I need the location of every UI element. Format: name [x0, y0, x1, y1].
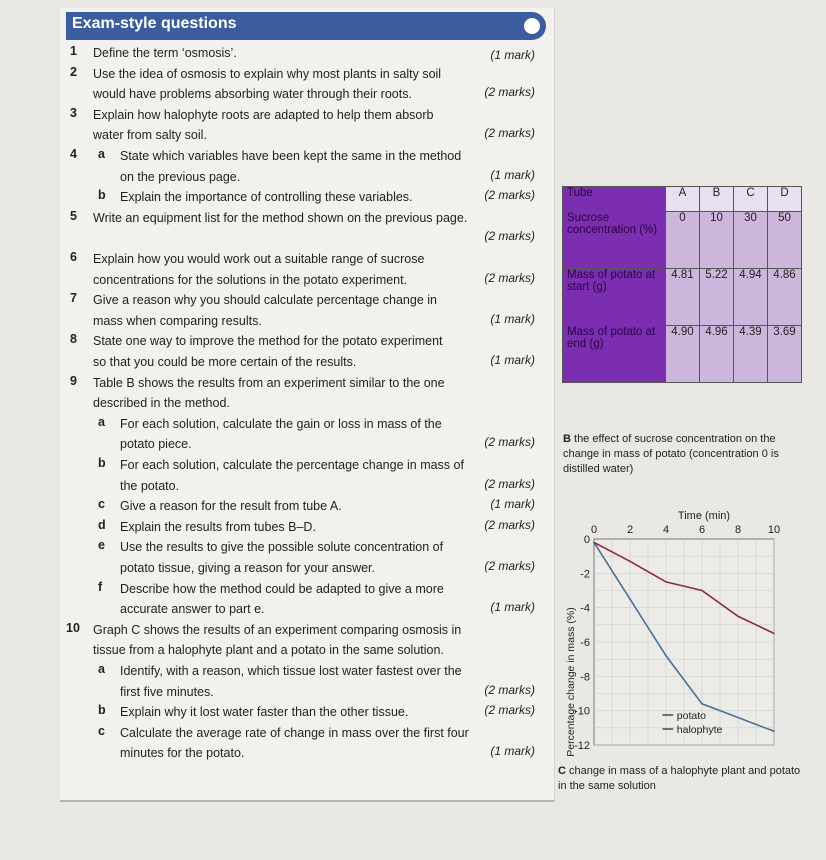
marks-label: (2 marks): [484, 559, 535, 573]
question-text: Use the idea of osmosis to explain why most plants in salty soil: [93, 66, 442, 81]
marks-label: (1 mark): [490, 311, 535, 326]
sub-question-letter: c: [98, 723, 105, 738]
table-cell: 10: [700, 212, 734, 269]
question-text: Give a reason for the result from tube A.: [120, 499, 342, 514]
table-cell: 4.81: [666, 269, 700, 326]
question-number: 4: [70, 147, 77, 161]
marks-label: (2 marks): [484, 517, 535, 532]
table-header-d: D: [768, 187, 802, 212]
marks-label: (2 marks): [484, 85, 535, 100]
table-cell: 50: [768, 212, 802, 269]
data-point: [593, 542, 595, 544]
marks-label: (2 marks): [484, 126, 535, 141]
sub-question-letter: a: [98, 147, 105, 161]
question-text: Calculate the average rate of change in mass over the first four: [120, 725, 469, 740]
question-text: on the previous page.: [120, 169, 241, 184]
table-cell: 30: [734, 212, 768, 269]
question-text: accurate answer to part e.: [120, 602, 265, 617]
question-text: tissue from a halophyte plant and a potato in the same solution.: [93, 643, 444, 658]
question-text: For each solution, calculate the gain or loss in mass of the: [120, 416, 442, 431]
y-tick-label: -12: [574, 740, 590, 752]
question-text: mass when comparing results.: [93, 313, 262, 328]
y-tick-label: -8: [580, 671, 590, 684]
question-number: 1: [70, 44, 77, 58]
marks-label: (1 mark): [490, 744, 535, 759]
question-number: 6: [70, 250, 77, 264]
marks-label: (1 mark): [490, 497, 535, 512]
question-text: Describe how the method could be adapted to give a more: [120, 581, 444, 596]
question-number: 10: [66, 620, 80, 635]
row-label-mass-end: Mass of potato at end (g): [563, 326, 666, 383]
row-label-mass-start: Mass of potato at start (g): [563, 269, 666, 326]
marks-label: (2 marks): [484, 229, 535, 244]
question-number: 9: [70, 373, 77, 388]
data-point: [629, 598, 631, 600]
question-text: Graph C shows the results of an experiment comparing osmosis in: [93, 622, 462, 637]
question-text: Explain how halophyte roots are adapted to help them absorb: [93, 107, 434, 122]
question-number: 8: [70, 332, 77, 347]
graph-caption-letter: C: [558, 765, 566, 777]
question-text: first five minutes.: [120, 684, 214, 699]
table-caption: [563, 432, 803, 477]
question-number: 3: [70, 105, 77, 120]
table-cell: 4.39: [734, 326, 768, 383]
question-text: potato tissue, giving a reason for your answer.: [120, 561, 376, 575]
data-point: [701, 590, 703, 592]
section-title: Exam-style questions: [72, 15, 237, 32]
legend-label: potato: [676, 710, 707, 722]
table-header-b: B: [700, 187, 734, 212]
question-number: 2: [70, 64, 77, 79]
graph-caption: [558, 764, 808, 794]
question-text: Identify, with a reason, which tissue lost water fastest over the: [120, 664, 462, 678]
sub-question-letter: b: [98, 188, 106, 203]
sub-question-letter: d: [98, 517, 106, 532]
x-axis-label: Time (min): [677, 510, 731, 522]
data-point: [629, 561, 631, 563]
question-text: State which variables have been kept the same in the method: [120, 149, 462, 163]
question-text: Define the term ‘osmosis’.: [93, 46, 237, 60]
question-text: Explain why it lost water faster than the other tissue.: [120, 705, 409, 720]
marks-label: (1 mark): [490, 48, 535, 62]
marks-label: (1 mark): [490, 353, 535, 367]
question-text: potato piece.: [120, 437, 192, 452]
table-cell: 3.69: [768, 326, 802, 383]
table-cell: 0: [666, 212, 700, 269]
marks-label: (1 mark): [490, 600, 535, 615]
data-point: [773, 633, 775, 635]
sub-question-letter: a: [98, 662, 105, 676]
table-caption-letter: B: [563, 433, 571, 445]
marks-label: (2 marks): [484, 476, 535, 491]
marks-label: (1 mark): [490, 167, 535, 182]
question-text: Explain the results from tubes B–D.: [120, 519, 316, 534]
y-tick-label: -10: [574, 705, 590, 718]
question-text: Use the results to give the possible solute concentration of: [120, 540, 444, 555]
data-point: [719, 710, 721, 712]
data-point: [665, 581, 667, 583]
question-text: described in the method.: [93, 396, 230, 411]
marks-label: (2 marks): [484, 188, 535, 203]
question-text: Write an equipment list for the method shown on the previous page.: [93, 210, 468, 225]
table-cell: 4.94: [734, 269, 768, 326]
question-text: Explain how you would work out a suitable range of sucrose: [93, 252, 425, 266]
data-point: [665, 655, 667, 657]
question-text: Give a reason why you should calculate percentage change in: [93, 293, 437, 308]
sub-question-letter: b: [98, 703, 106, 718]
table-cell: 4.90: [666, 326, 700, 383]
sub-question-letter: f: [98, 579, 103, 594]
marks-label: (2 marks): [484, 703, 535, 718]
question-text: Table B shows the results from an experiment similar to the one: [93, 375, 445, 390]
data-point: [701, 703, 703, 705]
section-header: [66, 12, 546, 40]
row-label-concentration: Sucrose concentration (%): [563, 212, 666, 269]
question-text: Explain the importance of controlling these variables.: [120, 190, 413, 205]
x-tick-label: 10: [767, 524, 781, 536]
y-tick-label: 0: [583, 534, 590, 546]
sub-question-letter: c: [98, 497, 105, 512]
sub-question-letter: a: [98, 414, 105, 429]
table-cell: 4.96: [700, 326, 734, 383]
results-table-b: [562, 186, 802, 383]
question-text: concentrations for the solutions in the potato experiment.: [93, 272, 408, 287]
question-text: so that you could be more certain of the results.: [93, 355, 357, 369]
question-text: would have problems absorbing water through their roots.: [93, 87, 412, 102]
y-tick-label: -4: [580, 602, 590, 615]
x-tick-label: 2: [626, 524, 634, 536]
question-number: 7: [70, 291, 77, 306]
x-tick-label: 8: [734, 524, 742, 536]
table-cell: 5.22: [700, 269, 734, 326]
table-header-tube: Tube: [563, 187, 666, 212]
x-tick-label: 0: [590, 524, 598, 536]
table-header-c: C: [734, 187, 768, 212]
marks-label: (2 marks): [484, 682, 535, 697]
question-text: For each solution, calculate the percentage change in mass of: [120, 458, 464, 472]
question-text: the potato.: [120, 478, 180, 493]
x-tick-label: 4: [662, 524, 670, 536]
graph-c: [550, 505, 810, 763]
y-tick-label: -6: [580, 637, 590, 649]
question-text: minutes for the potato.: [120, 746, 245, 761]
table-caption-text: the effect of sucrose concentration on the change in mass of potato (concentration 0 is distilled water): [563, 433, 779, 475]
question-text: water from salty soil.: [93, 128, 207, 143]
graph-caption-text: change in mass of a halophyte plant and potato in the same solution: [558, 765, 801, 792]
question-number: 5: [70, 208, 77, 223]
sub-question-letter: e: [98, 538, 105, 553]
sub-question-letter: b: [98, 456, 106, 470]
header-dot-icon: [524, 18, 540, 34]
legend-label: halophyte: [676, 724, 723, 736]
y-axis-label: Percentage change in mass (%): [565, 607, 577, 757]
table-cell: 4.86: [768, 269, 802, 326]
data-point: [737, 615, 739, 617]
table-header-a: A: [666, 187, 700, 212]
x-tick-label: 6: [698, 524, 706, 536]
y-tick-label: -2: [580, 568, 590, 581]
question-text: State one way to improve the method for the potato experiment: [93, 334, 443, 349]
marks-label: (2 marks): [484, 435, 535, 450]
data-point: [773, 730, 775, 732]
marks-label: (2 marks): [484, 270, 535, 285]
